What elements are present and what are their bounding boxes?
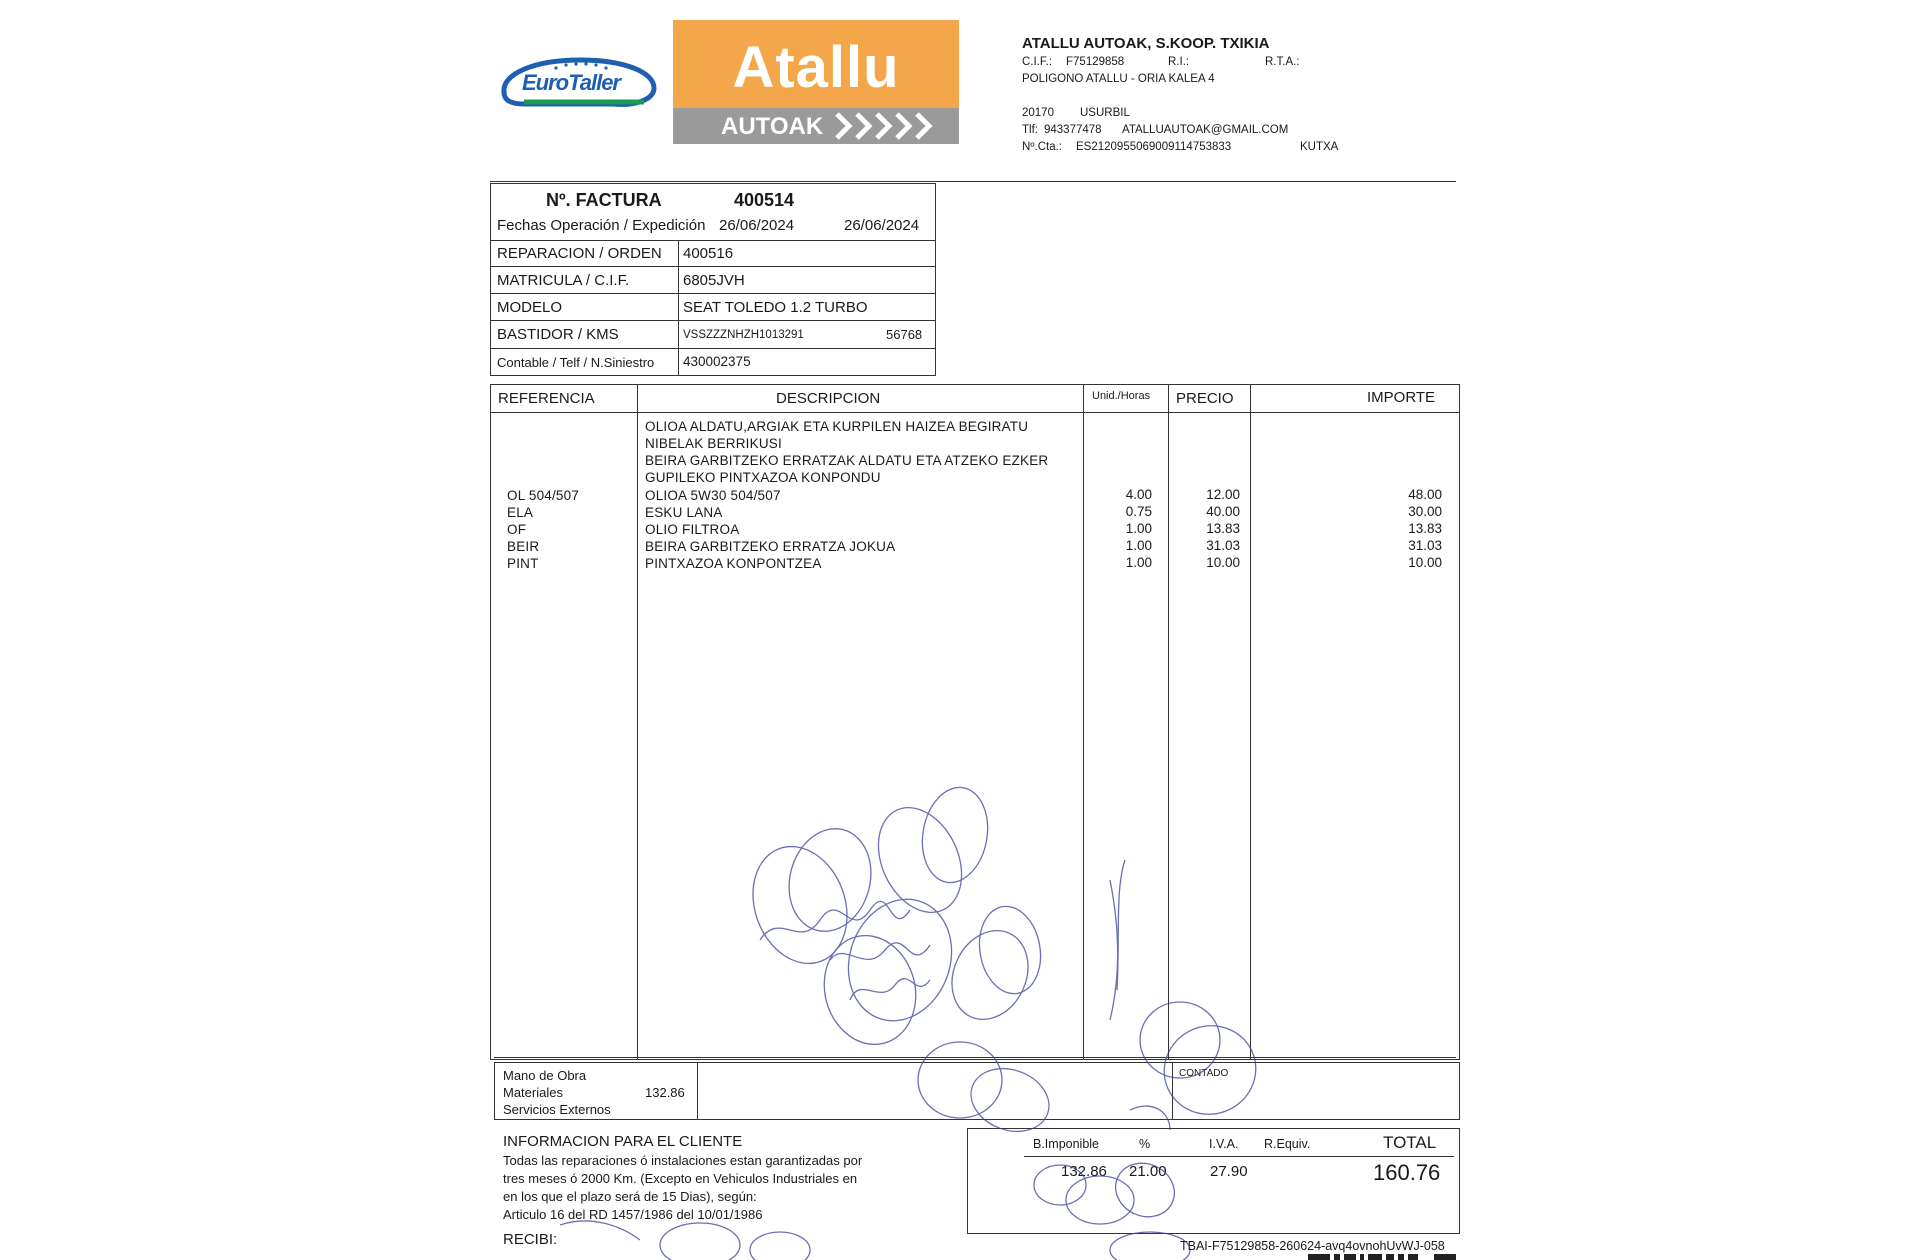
- bank-name: KUTXA: [1300, 141, 1339, 153]
- company-address: POLIGONO ATALLU - ORIA KALEA 4: [1022, 73, 1215, 85]
- qr-code-icon: [1308, 1254, 1456, 1260]
- client-info-line: Todas las reparaciones ó instalaciones estan garantizadas por: [503, 1153, 863, 1168]
- note-line: BEIRA GARBITZEKO ERRATZAK ALDATU ETA ATZEKO EZKER: [645, 453, 1049, 468]
- total-label: TOTAL: [1383, 1133, 1437, 1152]
- note-line: NIBELAK BERRIKUSI: [645, 436, 782, 451]
- price-col-divider: [1250, 384, 1251, 1060]
- dates-label: Fechas Operación / Expedición: [497, 217, 706, 234]
- header-units: Unid./Horas: [1092, 390, 1151, 402]
- item-amount: 13.83: [1408, 521, 1442, 536]
- tel-value: 943377478: [1044, 124, 1102, 136]
- desc-col-divider: [1083, 384, 1084, 1060]
- item-desc: BEIRA GARBITZEKO ERRATZA JOKUA: [645, 539, 896, 554]
- item-price: 12.00: [1206, 487, 1240, 502]
- header-desc: DESCRIPCION: [776, 390, 881, 407]
- eurotaller-wordmark: EuroTaller: [522, 70, 620, 95]
- row-divider: [490, 293, 936, 294]
- repair-order-value: 400516: [683, 245, 734, 262]
- eurotaller-logo: [494, 52, 660, 112]
- external-services-label: Servicios Externos: [503, 1102, 611, 1117]
- header-ref: REFERENCIA: [498, 390, 595, 407]
- item-units: 0.75: [1125, 504, 1152, 519]
- item-ref: OF: [507, 522, 527, 537]
- note-line: GUPILEKO PINTXAZOA KONPONDU: [645, 470, 881, 485]
- tbai-code: TBAI-F75129858-260624-avq4ovnohUvWJ-058: [1180, 1239, 1445, 1253]
- account-phone-label: Contable / Telf / N.Siniestro: [497, 355, 655, 370]
- item-amount: 31.03: [1408, 538, 1442, 553]
- account-number: ES2120955069009114753833: [1076, 141, 1232, 153]
- item-price: 31.03: [1206, 538, 1240, 553]
- percent-value: 21.00: [1129, 1163, 1167, 1180]
- materials-value: 132.86: [645, 1085, 685, 1100]
- summary-divider: [697, 1062, 698, 1120]
- ref-col-divider: [637, 384, 638, 1060]
- rta-label: R.T.A.:: [1265, 56, 1300, 68]
- row-divider: [490, 266, 936, 267]
- iva-label: I.V.A.: [1209, 1137, 1239, 1151]
- item-amount: 10.00: [1408, 555, 1442, 570]
- item-price: 10.00: [1206, 555, 1240, 570]
- item-units: 1.00: [1125, 521, 1152, 536]
- total-value: 160.76: [1373, 1160, 1441, 1185]
- item-desc: OLIOA 5W30 504/507: [645, 488, 781, 503]
- account-phone-value: 430002375: [683, 354, 751, 369]
- atallu-subword: AUTOAK: [721, 113, 824, 140]
- cif-value: F75129858: [1066, 56, 1125, 68]
- client-info-line: en los que el plazo será de 15 Dias), según:: [503, 1189, 757, 1204]
- repair-order-label: REPARACION / ORDEN: [497, 245, 662, 262]
- row-divider: [490, 320, 936, 321]
- item-units: 4.00: [1125, 487, 1152, 502]
- item-price: 40.00: [1206, 504, 1240, 519]
- item-amount: 48.00: [1408, 487, 1442, 502]
- materials-label: Materiales: [503, 1085, 563, 1100]
- issue-date: 26/06/2024: [844, 217, 920, 234]
- operation-date: 26/06/2024: [719, 217, 795, 234]
- summary-box: [494, 1062, 1460, 1120]
- totals-header-divider: [1024, 1156, 1454, 1157]
- table-header-divider: [490, 412, 1460, 413]
- cif-label: C.I.F.:: [1022, 56, 1053, 68]
- kms-value: 56768: [886, 327, 923, 342]
- payment-method: CONTADO: [1179, 1068, 1229, 1079]
- item-ref: BEIR: [507, 539, 540, 554]
- items-table: [490, 384, 1460, 1060]
- client-info-line: tres meses ó 2000 Km. (Excepto en Vehiculos Industriales en: [503, 1171, 858, 1186]
- header-divider: [490, 181, 1456, 182]
- item-desc: ESKU LANA: [645, 505, 723, 520]
- col-divider: [678, 240, 679, 376]
- ri-label: R.I.:: [1168, 56, 1190, 68]
- table-bottom-inner: [494, 1057, 1456, 1058]
- model-label: MODELO: [497, 299, 563, 316]
- atallu-logo: [673, 20, 959, 144]
- item-ref: ELA: [507, 505, 534, 520]
- invoice-number: 400514: [734, 190, 795, 210]
- chevrons-icon: [833, 112, 943, 140]
- row-divider: [490, 348, 936, 349]
- iva-value: 27.90: [1210, 1163, 1248, 1180]
- plate-value: 6805JVH: [683, 272, 745, 289]
- model-value: SEAT TOLEDO 1.2 TURBO: [683, 299, 868, 316]
- chassis-label: BASTIDOR / KMS: [497, 326, 619, 343]
- email: ATALLUAUTOAK@GMAIL.COM: [1122, 124, 1289, 136]
- base-label: B.Imponible: [1033, 1137, 1100, 1151]
- percent-label: %: [1139, 1137, 1151, 1151]
- row-divider: [490, 240, 936, 241]
- item-ref: PINT: [507, 556, 539, 571]
- atallu-wordmark: Atallu: [732, 35, 900, 100]
- base-value: 132.86: [1061, 1163, 1107, 1180]
- postal-code: 20170: [1022, 107, 1054, 119]
- account-label: Nº.Cta.:: [1022, 141, 1062, 153]
- client-info-title: INFORMACION PARA EL CLIENTE: [503, 1133, 743, 1150]
- client-info-line: Articulo 16 del RD 1457/1986 del 10/01/1986: [503, 1207, 763, 1222]
- city: USURBIL: [1080, 107, 1130, 119]
- item-ref: OL 504/507: [507, 488, 580, 503]
- chassis-value: VSSZZZNHZH1013291: [683, 329, 804, 341]
- item-desc: OLIO FILTROA: [645, 522, 740, 537]
- units-col-divider: [1168, 384, 1169, 1060]
- requiv-label: R.Equiv.: [1264, 1137, 1311, 1151]
- received-label: RECIBI:: [503, 1231, 558, 1248]
- item-units: 1.00: [1125, 555, 1152, 570]
- header-amount: IMPORTE: [1367, 389, 1436, 406]
- summary-divider: [1172, 1062, 1173, 1120]
- note-line: OLIOA ALDATU,ARGIAK ETA KURPILEN HAIZEA BEGIRATU: [645, 419, 1029, 434]
- company-name: ATALLU AUTOAK, S.KOOP. TXIKIA: [1022, 35, 1270, 52]
- invoice-number-label: Nº. FACTURA: [546, 190, 662, 210]
- item-amount: 30.00: [1408, 504, 1442, 519]
- tel-label: Tlf:: [1022, 124, 1038, 136]
- header-price: PRECIO: [1176, 390, 1234, 407]
- item-desc: PINTXAZOA KONPONTZEA: [645, 556, 822, 571]
- plate-label: MATRICULA / C.I.F.: [497, 272, 630, 289]
- item-units: 1.00: [1125, 538, 1152, 553]
- item-price: 13.83: [1206, 521, 1240, 536]
- labor-label: Mano de Obra: [503, 1068, 587, 1083]
